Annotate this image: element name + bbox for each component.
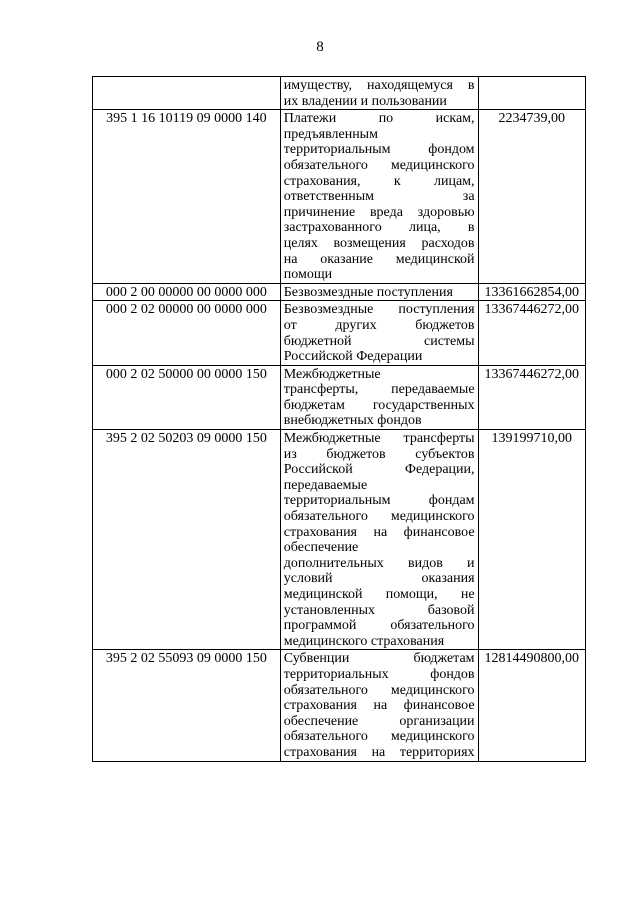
revenue-name-line: страхования на финансовое: [283, 698, 475, 714]
revenue-name-line: обязательного медицинского: [283, 509, 475, 525]
revenue-name-line: Межбюджетные: [283, 366, 381, 382]
revenue-name-cell: [280, 650, 478, 761]
page-number: 8: [316, 39, 324, 55]
revenue-name-cell: [280, 283, 478, 301]
table-body: [93, 77, 586, 762]
table-row: [93, 650, 586, 761]
revenue-name-line: обеспечение организации: [283, 713, 475, 729]
revenue-name-line: программой обязательного: [283, 618, 475, 634]
revenue-name-line: целях возмещения расходов: [283, 235, 475, 251]
revenue-name-cell: [280, 430, 478, 650]
amount-cell: 13361662854,00: [478, 283, 585, 301]
table-row: [93, 430, 586, 650]
budget-code-cell: 000 2 02 00000 00 0000 000: [93, 301, 281, 365]
revenue-name-line: передаваемые: [283, 477, 368, 493]
revenue-name-line: территориальным фондом: [283, 142, 475, 158]
revenue-name-line: Платежи по искам,: [283, 111, 475, 127]
budget-code-cell: 000 2 02 50000 00 0000 150: [93, 365, 281, 429]
revenue-table: [92, 76, 586, 762]
revenue-name-line: медицинского страхования: [283, 633, 445, 649]
revenue-name-line: Субвенции бюджетам: [283, 651, 475, 667]
table-row: [93, 110, 586, 284]
revenue-name-line: причинение вреда здоровью: [283, 204, 475, 220]
revenue-name-line: от других бюджетов: [283, 317, 475, 333]
amount-cell: 13367446272,00: [478, 301, 585, 365]
revenue-name-line: территориальных фондов: [283, 666, 475, 682]
revenue-name-line: их владении и пользовании: [283, 93, 447, 109]
revenue-name-line: имуществу, находящемуся в: [283, 78, 475, 93]
amount-cell: 2234739,00: [478, 110, 585, 284]
revenue-name-line: страхования на территориях: [283, 744, 475, 760]
revenue-name-line: ответственным за: [283, 189, 475, 205]
revenue-name-line: территориальным фондам: [283, 493, 475, 509]
revenue-name-line: предъявленным: [283, 126, 378, 142]
budget-code-cell: 395 1 16 10119 09 0000 140: [93, 110, 281, 284]
revenue-name-line: Российской Федерации: [283, 349, 423, 365]
revenue-name-line: обязательного медицинского: [283, 157, 475, 173]
revenue-name-line: медицинской помощи, не: [283, 587, 475, 602]
table-row: [93, 365, 586, 429]
table-row: [93, 301, 586, 365]
amount-cell: 139199710,00: [478, 430, 585, 650]
revenue-name-line: обеспечение: [283, 540, 359, 556]
revenue-name-line: Безвозмездные поступления: [283, 302, 475, 318]
revenue-name-line: установленных базовой: [283, 602, 475, 618]
revenue-name-line: условий оказания: [283, 571, 475, 587]
revenue-name-line: помощи: [283, 267, 333, 283]
revenue-name-line: из бюджетов субъектов: [283, 446, 475, 462]
budget-code-cell: 395 2 02 55093 09 0000 150: [93, 650, 281, 761]
revenue-name-cell: [280, 301, 478, 365]
revenue-name-cell: [280, 77, 478, 110]
revenue-name-line: страхования на финансовое: [283, 524, 475, 540]
revenue-name-line: трансферты, передаваемые: [283, 382, 475, 398]
revenue-name-line: бюджетам государственных: [283, 397, 475, 413]
revenue-name-line: Безвозмездные поступления: [283, 284, 453, 300]
budget-code-cell: [93, 77, 281, 110]
revenue-name-line: Межбюджетные трансферты: [283, 431, 475, 447]
revenue-name-cell: [280, 365, 478, 429]
revenue-name-line: бюджетной системы: [283, 333, 475, 349]
revenue-name-line: на оказание медицинской: [283, 251, 475, 267]
revenue-name-line: застрахованного лица, в: [283, 220, 475, 236]
amount-cell: [478, 77, 585, 110]
table-row: [93, 283, 586, 301]
budget-code-cell: 000 2 00 00000 00 0000 000: [93, 283, 281, 301]
revenue-name-line: внебюджетных фондов: [283, 413, 422, 429]
amount-cell: 12814490800,00: [478, 650, 585, 761]
revenue-name-line: дополнительных видов и: [283, 555, 475, 571]
budget-code-cell: 395 2 02 50203 09 0000 150: [93, 430, 281, 650]
amount-cell: 13367446272,00: [478, 365, 585, 429]
revenue-name-line: обязательного медицинского: [283, 682, 475, 698]
revenue-name-cell: [280, 110, 478, 284]
revenue-name-line: Российской Федерации,: [283, 462, 475, 478]
revenue-name-line: обязательного медицинского: [283, 729, 475, 745]
revenue-name-line: страхования, к лицам,: [283, 173, 475, 189]
table-row: [93, 77, 586, 110]
